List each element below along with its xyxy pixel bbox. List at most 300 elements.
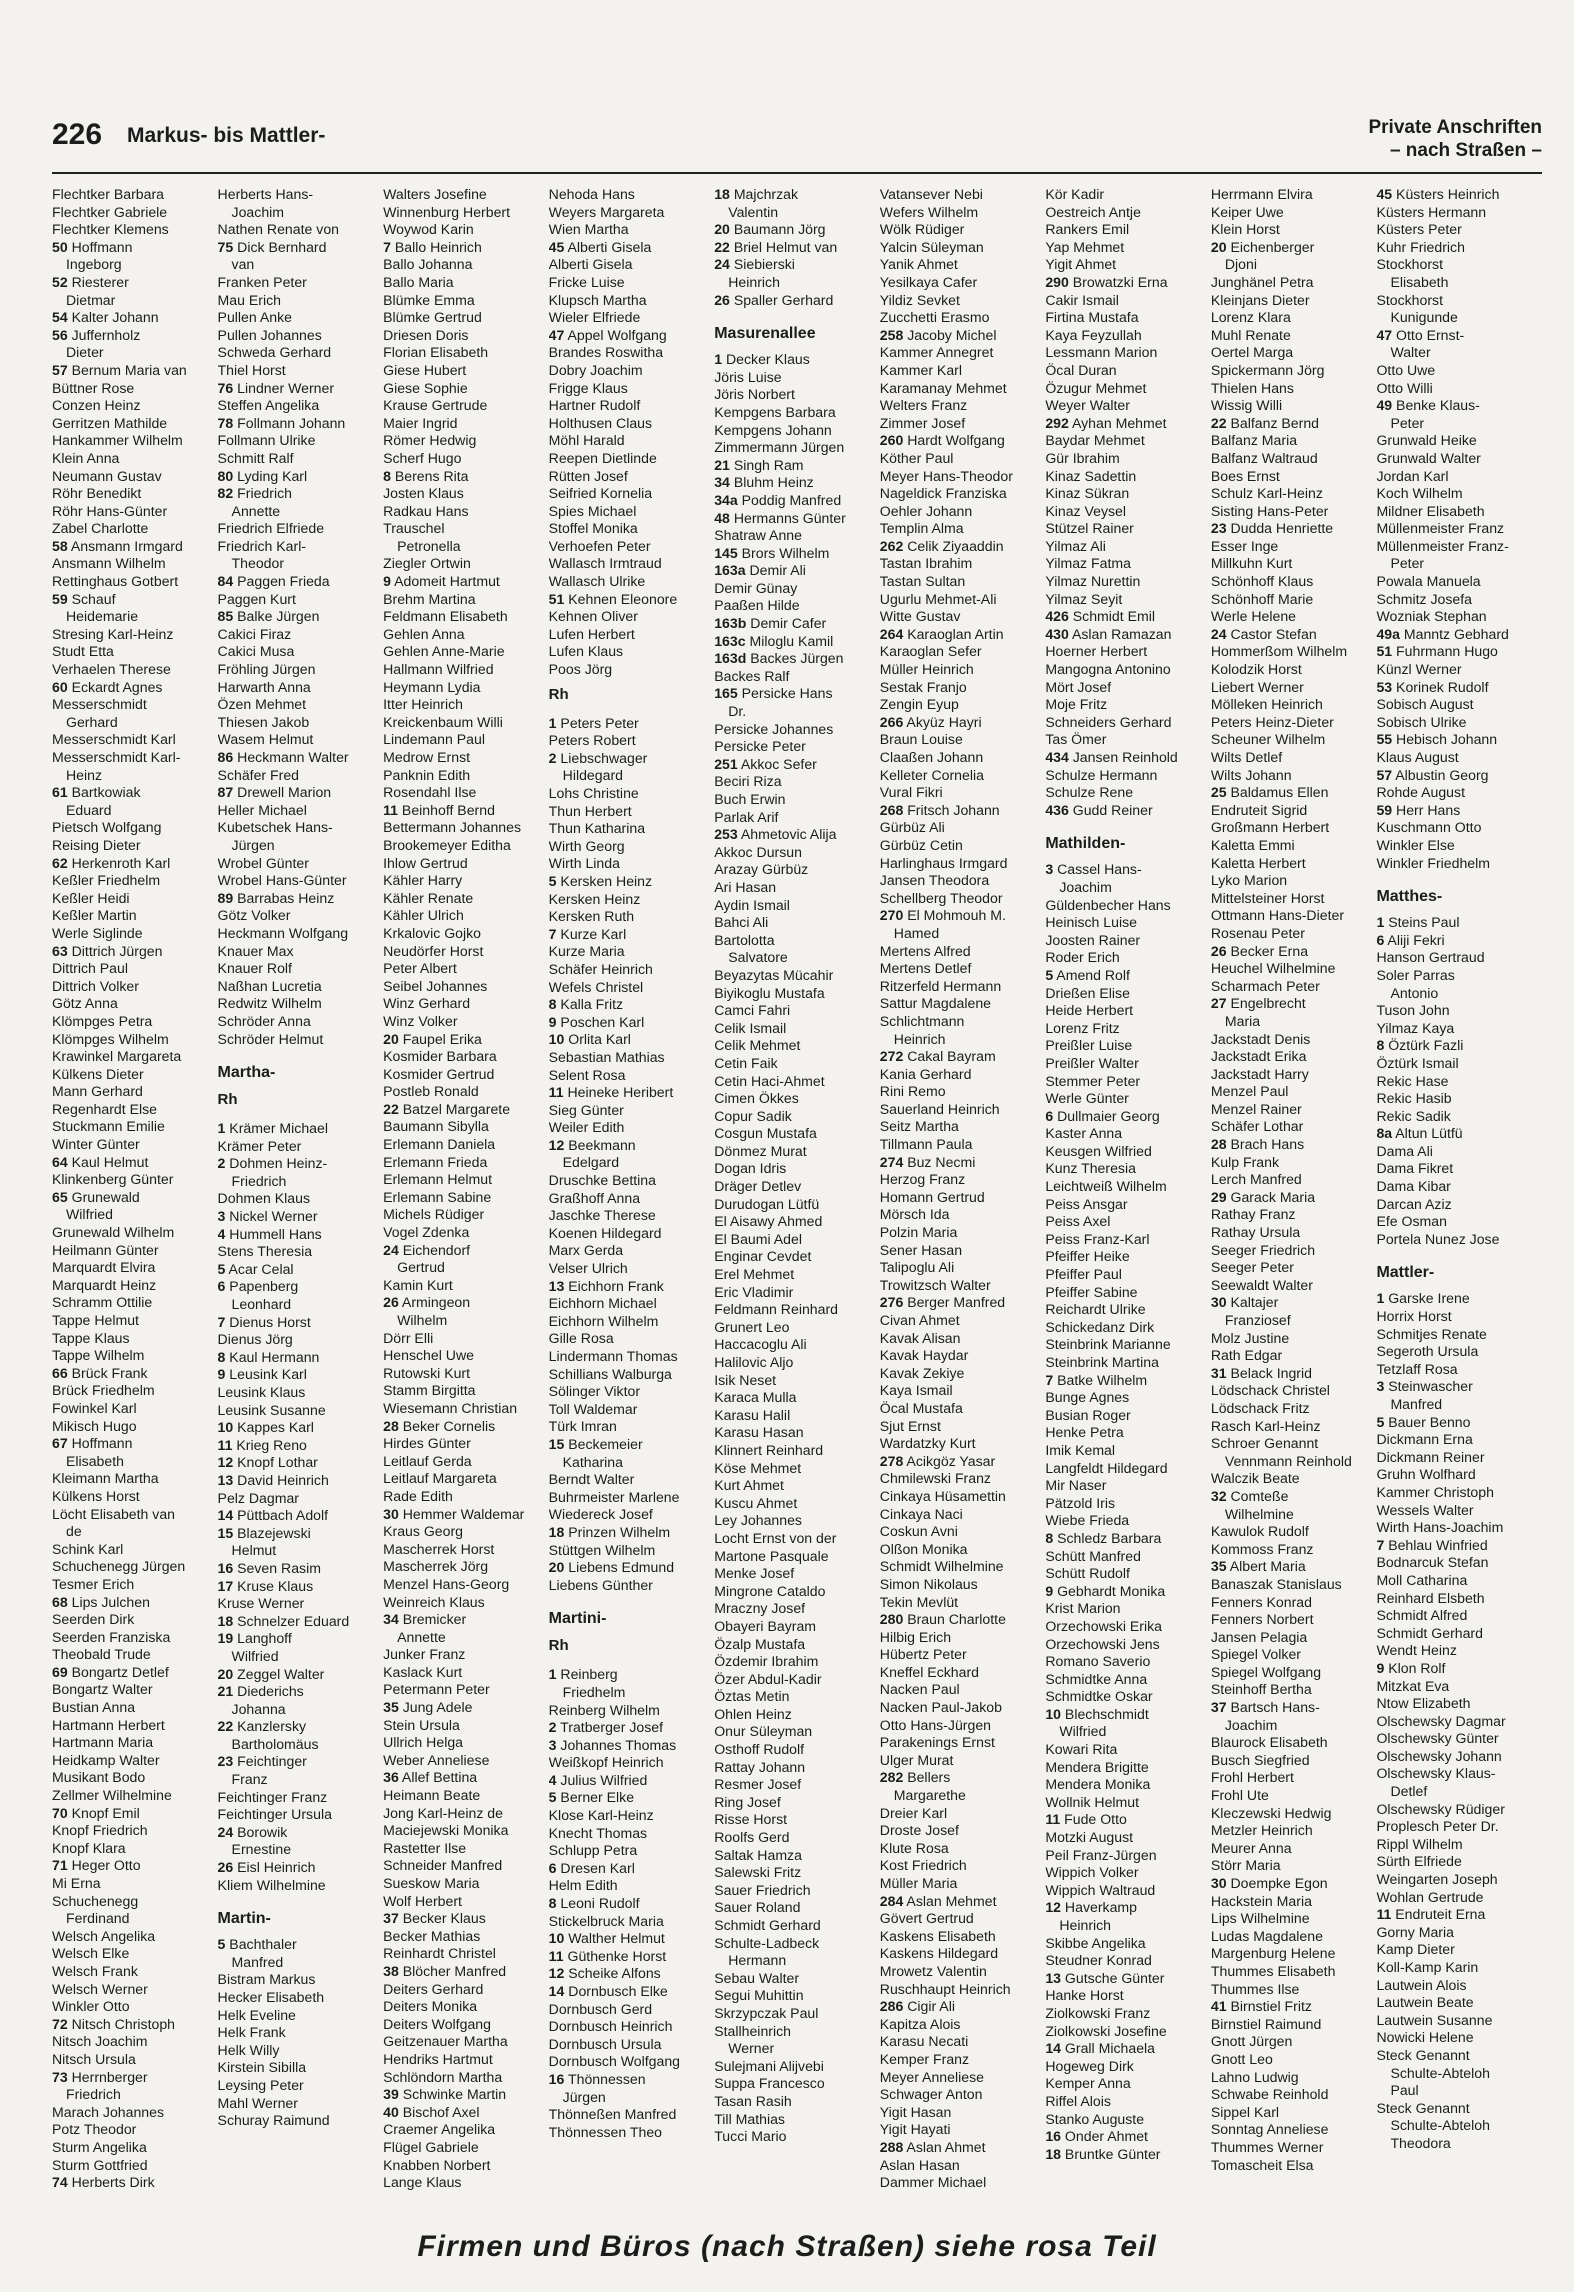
resident-entry: Leysing Peter [217,2076,304,2093]
resident-entry: Löcht Elisabeth van [52,1505,176,1522]
resident-entry: 16 Thönnessen [548,2070,646,2087]
resident-entry: Yilmaz Kaya [1376,1019,1455,1036]
house-number: 5 [1045,966,1054,983]
resident-entry: Hoerner Herbert [1045,643,1148,660]
resident-entry: Millkuhn Kurt [1210,555,1293,572]
resident-entry: 51 Kehnen Eleonore [548,590,678,607]
resident-entry: Köther Paul [879,449,954,466]
resident-entry: Sölinger Viktor [548,1383,641,1400]
resident-entry: Pfeiffer Paul [1045,1266,1122,1283]
resident-entry: 19 Langhoff [217,1630,292,1647]
resident-entry: Öztürk Ismail [1376,1054,1459,1071]
resident-entry: Schlöndorn Martha [383,2068,503,2085]
resident-entry: 10 Walther Helmut [548,1930,665,1947]
entry-continuation: Schulte-Abteloh [1390,2064,1490,2081]
resident-entry: Eichhorn Wilhelm [548,1312,659,1329]
resident-entry: Rohde August [1376,784,1465,801]
street-heading: Martin- [217,1910,271,1928]
house-number: 13 [1045,1969,1062,1986]
resident-entry: Kör Kadir [1045,186,1105,202]
entry-continuation: Heinrich [1059,1917,1112,1933]
resident-entry: 1 Reinberg [548,1666,618,1683]
resident-entry: Jackstadt Harry [1210,1065,1309,1082]
resident-entry: Feichtinger Franz [217,1788,328,1805]
house-number: 49 [1376,397,1393,414]
resident-entry: Roder Erich [1045,949,1120,966]
resident-entry: Olschewsky Dagmar [1376,1712,1506,1729]
house-number: 4 [217,1225,226,1242]
resident-entry: Rathay Franz [1210,1206,1296,1223]
resident-entry: 87 Drewell Marion [217,784,332,801]
house-number: 73 [52,2068,68,2085]
resident-entry: Drießen Elise [1045,984,1130,1001]
resident-entry: Grunewald Wilhelm [52,1224,175,1241]
resident-entry: Yalcin Süleyman [879,238,984,255]
resident-entry: Peters Heinz-Dieter [1210,713,1334,730]
resident-entry: Schwabe Reinhold [1210,2086,1329,2103]
house-number: 274 [879,1153,904,1170]
resident-entry: Kammer Annegret [879,344,994,361]
resident-entry: Kolodzik Horst [1210,661,1302,678]
resident-entry: Ludas Magdalene [1210,1927,1323,1944]
resident-entry: Lautwein Alois [1376,1976,1467,1993]
resident-entry: 1 Steins Paul [1376,914,1460,931]
resident-entry: Simon Nikolaus [879,1575,978,1592]
resident-entry: 6 Aliji Fekri [1376,931,1445,948]
resident-entry: Weiler Edith [548,1119,625,1136]
resident-entry: Velser Ulrich [548,1260,628,1277]
resident-entry: Dittrich Volker [52,977,139,994]
house-number: 1 [548,1666,557,1683]
resident-entry: 30 Kaltajer [1210,1294,1279,1311]
resident-entry: Stein Ursula [383,1716,460,1733]
resident-entry: Medrow Ernst [383,749,471,765]
resident-entry: 14 Grall Michaela [1045,2040,1156,2057]
resident-entry: 26 Becker Erna [1210,942,1309,959]
resident-entry: Mahl Werner [217,2094,298,2111]
resident-entry: Wiesemann Christian [383,1399,518,1416]
resident-entry: Sippel Karl [1210,2103,1280,2120]
house-number: 19 [217,1630,234,1647]
resident-entry: Becker Mathias [383,1927,481,1944]
resident-entry: Steinhoff Bertha [1210,1681,1312,1698]
house-number: 85 [217,608,234,625]
resident-entry: Hankammer Wilhelm [52,432,183,449]
house-number: 3 [1045,861,1054,878]
resident-entry: Cetin Haci-Ahmet [714,1072,825,1089]
resident-entry: Demir Günay [714,579,798,596]
resident-entry: 18 Schnelzer Eduard [217,1612,350,1629]
resident-entry: 278 Acikgöz Yasar [879,1452,996,1469]
resident-entry: Busch Siegfried [1210,1751,1310,1768]
resident-entry: Kavak Haydar [879,1347,969,1364]
resident-entry: Hendriks Hartmut [383,2050,493,2067]
resident-entry: Toll Waldemar [548,1400,638,1417]
house-number: 52 [52,273,68,290]
house-number: 282 [879,1769,904,1786]
house-number: 86 [217,749,234,765]
resident-entry: Civan Ahmet [879,1312,960,1328]
resident-entry: Röhr Hans-Günter [52,502,168,519]
resident-entry: Esser Inge [1210,537,1279,554]
resident-entry: Gorny Maria [1376,1923,1454,1940]
resident-entry: Ritzerfeld Hermann [879,977,1002,994]
house-number: 10 [1045,1705,1062,1722]
resident-entry: Wefels Christel [548,978,644,995]
resident-entry: 292 Ayhan Mehmet [1045,414,1167,431]
entry-continuation: Maria [1224,1012,1261,1029]
resident-entry: 34 Bluhm Heinz [714,474,814,491]
house-number: 51 [1376,643,1393,660]
house-number: 434 [1045,749,1069,765]
resident-entry: Tappe Wilhelm [52,1347,145,1364]
resident-entry: Yilmaz Ali [1045,537,1106,554]
resident-entry: Stallheinrich [714,2022,791,2039]
resident-entry: Krawinkel Margareta [52,1048,182,1065]
resident-entry: Olschewsky Klaus- [1376,1765,1496,1782]
resident-entry: Peiss Franz-Karl [1045,1230,1150,1247]
entry-continuation: Bartholomäus [231,1735,319,1752]
resident-entry: Ballo Maria [383,273,454,290]
house-number: 22 [217,1718,234,1735]
resident-entry: Friedrich Karl- [217,537,307,554]
house-number: 12 [548,1965,565,1982]
resident-entry: Blümke Gertrud [383,309,482,326]
entry-continuation: Valentin [728,203,779,220]
resident-entry: Templin Alma [879,520,964,537]
resident-entry: Klinkenberg Günter [52,1171,174,1188]
resident-entry: Proplesch Peter Dr. [1376,1818,1499,1835]
resident-entry: Sobisch Ulrike [1376,713,1467,730]
resident-entry: Schwager Anton [879,2086,983,2103]
resident-entry: Küsters Hermann [1376,203,1487,220]
house-number: 272 [879,1048,904,1065]
resident-entry: Vogel Zdenka [383,1224,470,1241]
resident-entry: Sener Hasan [879,1241,963,1258]
resident-entry: 258 Jacoby Michel [879,326,997,343]
resident-entry: Celik Mehmet [714,1037,801,1054]
resident-entry: Yap Mehmet [1045,238,1125,255]
resident-entry: Copur Sadik [714,1107,792,1124]
resident-entry: Lindemann Paul [383,731,485,748]
resident-entry: Welsch Angelika [52,1927,156,1944]
house-number: 292 [1045,414,1069,431]
resident-entry: Enginar Cevdet [714,1248,812,1265]
resident-entry: Wardatzky Kurt [879,1435,976,1452]
resident-entry: Paaßen Hilde [714,597,800,614]
resident-entry: Postleb Ronald [383,1083,479,1100]
resident-entry: Celik Ismail [714,1019,787,1036]
resident-entry: 13 David Heinrich [217,1471,329,1488]
resident-entry: Thummes Elisabeth [1210,1962,1336,1979]
resident-entry: 78 Follmann Johann [217,414,346,431]
entry-continuation: Kunigunde [1390,309,1458,326]
resident-entry: 74 Herberts Dirk [52,2174,155,2191]
resident-entry: Flechtker Barbara [52,186,165,202]
entry-continuation: Wilhelmine [1224,1505,1294,1522]
resident-entry: Dama Kibar [1376,1178,1451,1195]
resident-entry: 11 Güthenke Horst [548,1947,667,1964]
house-number: 67 [52,1435,68,1452]
resident-entry: Lohs Christine [548,785,639,801]
resident-entry: Halilovic Aljo [714,1354,794,1370]
resident-entry: Mann Gerhard [52,1083,143,1100]
house-number: 11 [548,1947,564,1964]
resident-entry: Büttner Rose [52,379,135,396]
resident-entry: Thummes Werner [1210,2138,1324,2155]
resident-entry: Dickmann Erna [1376,1431,1473,1448]
resident-entry: 11 Krieg Reno [217,1436,307,1453]
resident-entry: Olschewsky Günter [1376,1730,1499,1747]
resident-entry: Lessmann Marion [1045,344,1158,361]
resident-entry: Rutowski Kurt [383,1364,471,1381]
resident-entry: Tastan Sultan [879,573,966,590]
resident-entry: Dönmez Murat [714,1142,807,1159]
resident-entry: Dräger Detlev [714,1178,802,1195]
resident-entry: Frohl Herbert [1210,1769,1294,1786]
resident-entry: Wasem Helmut [217,731,314,748]
resident-entry: 12 Knopf Lothar [217,1454,318,1471]
resident-entry: 9 Leusink Karl [217,1366,307,1383]
resident-entry: Welsch Werner [52,1980,148,1997]
resident-entry: 163c Miloglu Kamil [714,632,834,649]
resident-entry: 8a Altun Lütfü [1376,1125,1463,1142]
resident-entry: Coskun Avni [879,1523,958,1540]
house-number: 72 [52,2015,68,2032]
resident-entry: 53 Korinek Rudolf [1376,678,1489,695]
resident-entry: Stoffel Monika [548,520,638,537]
resident-entry: Lödschack Christel [1210,1382,1330,1399]
house-number: 51 [548,590,565,607]
house-number: 26 [1210,942,1227,959]
street-heading: Mattler- [1376,1264,1435,1282]
house-number: 37 [383,1910,399,1927]
resident-entry: 24 Borowik [217,1823,288,1840]
resident-entry: Zimmer Josef [879,414,966,431]
resident-entry: Seeger Peter [1210,1259,1294,1276]
resident-entry: Lorenz Fritz [1045,1019,1120,1036]
house-number: 30 [1210,1294,1227,1311]
resident-entry: 18 Bruntke Günter [1045,2145,1161,2162]
resident-entry: 163a Demir Ali [714,562,806,579]
resident-entry: Keiper Uwe [1210,203,1284,220]
resident-entry: Schramm Ottilie [52,1294,153,1311]
resident-entry: 14 Püttbach Adolf [217,1507,329,1524]
district-heading: Rh [217,1091,238,1109]
entry-continuation: Dieter [66,344,104,361]
resident-entry: 4 Hummell Hans [217,1225,322,1242]
resident-entry: Rattay Johann [714,1758,806,1775]
resident-entry: Leitlauf Gerda [383,1452,472,1469]
resident-entry: Pfeiffer Heike [1045,1248,1130,1265]
resident-entry: Studt Etta [52,643,114,660]
resident-entry: Krämer Peter [217,1137,302,1154]
resident-entry: Nehoda Hans [548,186,635,202]
resident-entry: 18 Majchrzak [714,186,799,202]
resident-entry: Schuchenegg Jürgen [52,1558,186,1575]
resident-entry: Kinaz Sükran [1045,485,1130,502]
resident-entry: Koch Wilhelm [1376,485,1463,502]
resident-entry: Hallmann Wilfried [383,661,494,678]
resident-entry: Peil Franz-Jürgen [1045,1846,1157,1863]
resident-entry: Kuscu Ahmet [714,1494,798,1511]
resident-entry: 3 Steinwascher [1376,1378,1473,1395]
resident-entry: Öcal Duran [1045,361,1117,378]
resident-entry: Josten Klaus [383,485,464,502]
resident-entry: 24 Castor Stefan [1210,625,1317,642]
resident-entry: Rath Edgar [1210,1347,1283,1364]
resident-entry: Heuchel Wilhelmine [1210,960,1336,977]
resident-entry: 49a Manntz Gebhard [1376,625,1509,642]
resident-entry: Grunwald Walter [1376,449,1481,466]
house-number: 39 [383,2086,399,2103]
resident-entry: 426 Schmidt Emil [1045,608,1155,625]
entry-continuation: Ferdinand [66,1910,130,1927]
resident-entry: Frohl Ute [1210,1787,1269,1804]
house-number: 163d [714,650,747,667]
house-number: 11 [548,1084,564,1101]
house-number: 12 [217,1454,234,1471]
resident-entry: Gruhn Wolfhard [1376,1466,1476,1483]
resident-entry: Wallasch Ulrike [548,573,646,590]
resident-entry: 60 Eckardt Agnes [52,678,163,695]
resident-entry: Keßler Heidi [52,889,130,906]
resident-entry: Pätzold Iris [1045,1494,1116,1511]
resident-entry: 38 Blöcher Manfred [383,1962,507,1979]
resident-entry: 22 Kanzlersky [217,1718,307,1735]
resident-entry: Ley Johannes [714,1512,802,1529]
resident-entry: Ari Hasan [714,878,777,895]
resident-entry: 5 Acar Celal [217,1260,294,1277]
house-number: 35 [1210,1558,1227,1575]
house-number: 34 [383,1611,399,1628]
resident-entry: Lautwein Beate [1376,1994,1474,2011]
resident-entry: Tucci Mario [714,2128,787,2145]
resident-entry: Mau Erich [217,291,281,308]
resident-entry: Parlak Arif [714,808,779,825]
resident-entry: Flechtker Gabriele [52,203,168,220]
resident-entry: 12 Beekmann [548,1136,636,1153]
resident-entry: Stresing Karl-Heinz [52,625,174,642]
house-number: 2 [548,749,557,766]
resident-entry: Riffel Alois [1045,2092,1111,2109]
resident-entry: Deiters Monika [383,1998,478,2015]
resident-entry: Keusgen Wilfried [1045,1142,1152,1159]
resident-entry: Keßler Friedhelm [52,872,161,889]
resident-entry: Ntow Elizabeth [1376,1695,1471,1712]
resident-entry: 25 Baldamus Ellen [1210,784,1329,801]
resident-entry: 24 Eichendorf [383,1241,471,1258]
resident-entry: Yilmaz Fatma [1045,555,1131,572]
resident-entry: 9 Klon Rolf [1376,1659,1446,1676]
resident-entry: Schönhoff Klaus [1210,573,1314,590]
resident-entry: Winz Gerhard [383,995,471,1012]
resident-entry: Fowinkel Karl [52,1399,137,1416]
resident-entry: Wilts Johann [1210,766,1292,783]
resident-entry: Mi Erna [52,1875,101,1891]
house-number: 20 [1210,238,1227,255]
resident-entry: Oehler Johann [879,502,973,519]
house-number: 34 [714,474,730,491]
resident-entry: Welsch Elke [52,1945,130,1962]
resident-entry: Mir Naser [1045,1477,1107,1494]
house-number: 9 [548,1013,557,1030]
resident-entry: Mendera Brigitte [1045,1758,1149,1775]
resident-entry: Schmidtke Oskar [1045,1688,1153,1705]
resident-entry: Mertens Detlef [879,960,972,977]
resident-entry: Messerschmidt Karl [52,731,176,748]
house-number: 5 [1376,1413,1385,1430]
resident-entry: Karasu Hasan [714,1424,804,1441]
house-number: 16 [217,1559,234,1576]
house-number: 30 [1210,1875,1227,1891]
resident-entry: Schmitz Josefa [1376,590,1472,607]
resident-entry: Shatraw Anne [714,527,802,544]
resident-entry: 7 Ballo Heinrich [383,238,482,255]
resident-entry: Tas Ömer [1045,731,1107,748]
resident-entry: Dittrich Paul [52,960,128,977]
resident-entry: Musikant Bodo [52,1769,146,1786]
house-number: 288 [879,2138,904,2155]
resident-entry: Karaoglan Sefer [879,643,982,660]
resident-entry: Heinisch Luise [1045,914,1137,931]
house-number: 8 [548,1895,557,1912]
resident-entry: 30 Doempke Egon [1210,1875,1328,1891]
resident-entry: Herzog Franz [879,1171,966,1188]
house-number: 20 [383,1030,399,1047]
resident-entry: Petermann Peter [383,1681,490,1698]
resident-entry: Martone Pasquale [714,1547,829,1564]
resident-entry: Lange Klaus [383,2174,462,2191]
entry-continuation: Walter [1390,344,1431,361]
resident-entry: Giese Hubert [383,361,467,378]
resident-entry: 6 Papenberg [217,1278,299,1295]
resident-entry: Redwitz Wilhelm [217,995,322,1012]
resident-entry: 251 Akkoc Sefer [714,755,817,772]
resident-entry: Zellmer Wilhelmine [52,1787,172,1804]
house-number: 4 [548,1771,557,1788]
house-number: 9 [1045,1582,1054,1599]
house-number: 7 [1045,1371,1054,1388]
resident-entry: Thiesen Jakob [217,713,310,730]
resident-entry: Seibel Johannes [383,977,488,994]
house-number: 8 [383,467,391,484]
resident-entry: 21 Diederichs [217,1683,304,1700]
resident-entry: Weinreich Klaus [383,1593,485,1610]
resident-entry: Kinaz Veysel [1045,502,1127,519]
resident-entry: Beciri Riza [714,773,782,790]
resident-entry: 4 Julius Wilfried [548,1771,648,1788]
resident-entry: Sestak Franjo [879,678,967,695]
resident-entry: Krist Marion [1045,1600,1121,1617]
resident-entry: 76 Lindner Werner [217,379,335,396]
house-number: 57 [1376,766,1393,783]
house-number: 5 [217,1936,226,1953]
resident-entry: Reising Dieter [52,836,141,853]
house-number: 22 [1210,414,1227,431]
resident-entry: Kleczewski Hedwig [1210,1804,1332,1821]
resident-entry: 65 Grunewald [52,1188,140,1205]
entry-continuation: Salvatore [728,949,788,966]
resident-entry: Kaster Anna [1045,1125,1123,1142]
resident-entry: 264 Karaoglan Artin [879,625,1004,642]
entry-continuation: Wilfried [1059,1723,1107,1740]
resident-entry: Preißler Luise [1045,1037,1133,1054]
resident-entry: Polzin Maria [879,1224,958,1241]
resident-entry: Marach Johannes [52,2103,165,2120]
resident-entry: 1 Garske Irene [1376,1290,1470,1307]
resident-entry: Craemer Angelika [383,2121,496,2138]
